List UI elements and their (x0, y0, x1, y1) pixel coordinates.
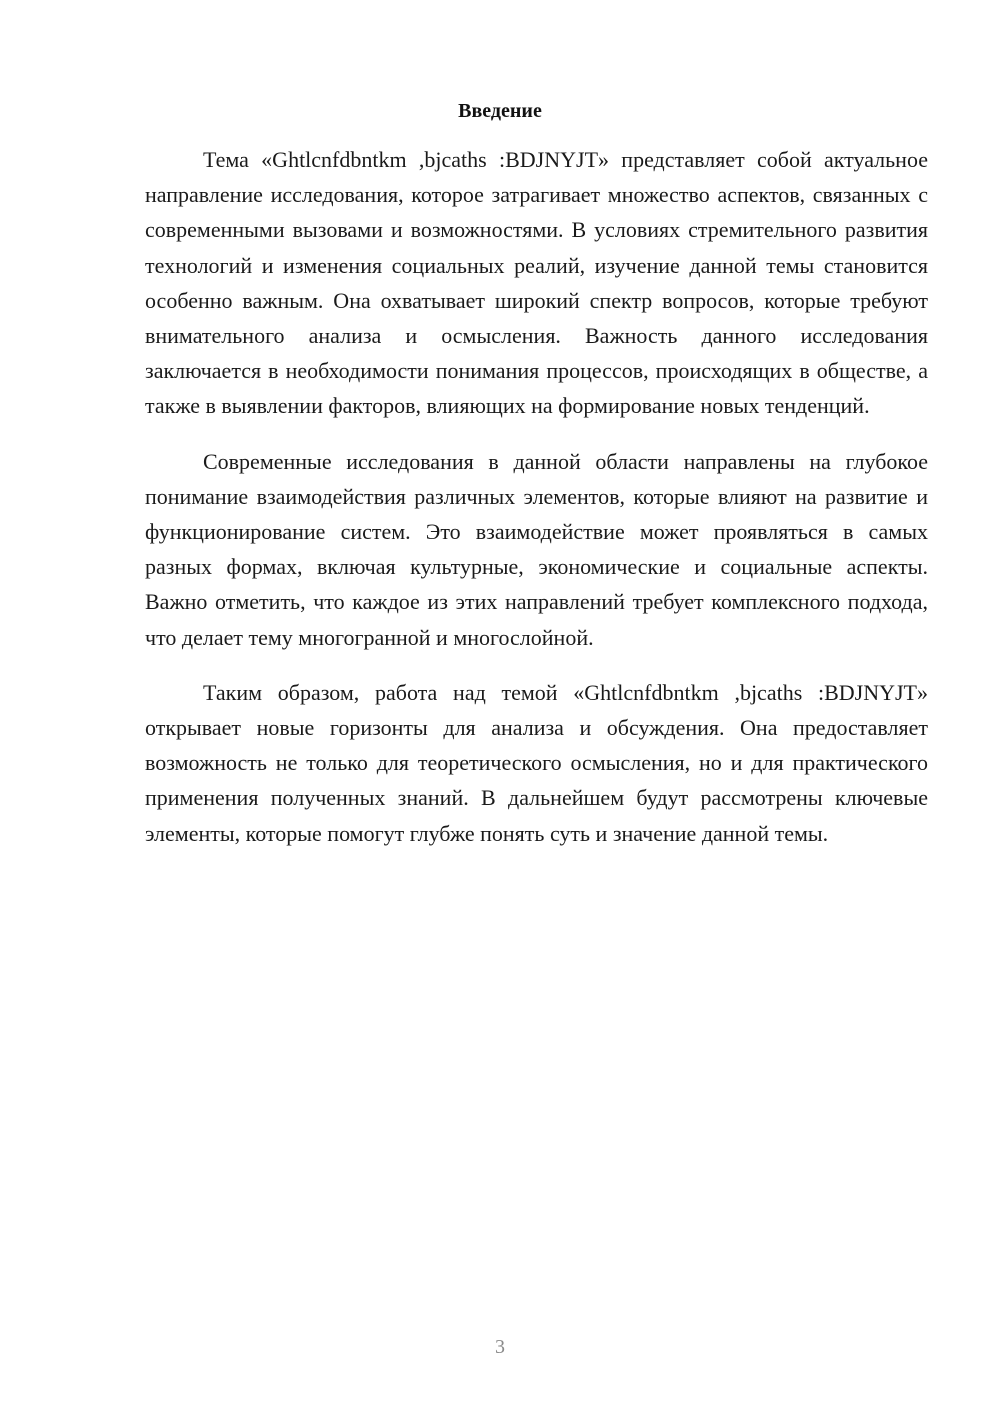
page-number: 3 (495, 1336, 505, 1358)
section-title: Введение (458, 100, 542, 122)
body-text (145, 142, 928, 871)
paragraph-1: Тема «Ghtlcnfdbntkm ,bjcaths :BDJNYJT» представляет собой актуальное направление исследования, которое затрагивает множество аспектов, связанных с современными вызовами и возможностями. В условиях стремительного развития технологий и изменения социальных реалий, изучение данной темы становится особенно важным. Она охватывает широкий спектр вопросов, которые требуют внимательного анализа и осмысления. Важность данного исследования заключается в необходимости понимания процессов, происходящих в обществе, а также в выявлении факторов, влияющих на формирование новых тенденций. (145, 147, 928, 419)
paragraph-3: Таким образом, работа над темой «Ghtlcnfdbntkm ,bjcaths :BDJNYJT» открывает новые горизонты для анализа и обсуждения. Она предоставляет возможность не только для теоретического осмысления, но и для практического применения полученных знаний. В дальнейшем будут рассмотрены ключевые элементы, которые помогут глубже понять суть и значение данной темы. (145, 679, 928, 846)
paragraph-2: Современные исследования в данной области направлены на глубокое понимание взаимодействия различных элементов, которые влияют на развитие и функционирование систем. Это взаимодействие может проявляться в самых разных формах, включая культурные, экономические и социальные аспекты. Важно отметить, что каждое из этих направлений требует комплексного подхода, что делает тему многогранной и многослойной. (145, 448, 928, 650)
